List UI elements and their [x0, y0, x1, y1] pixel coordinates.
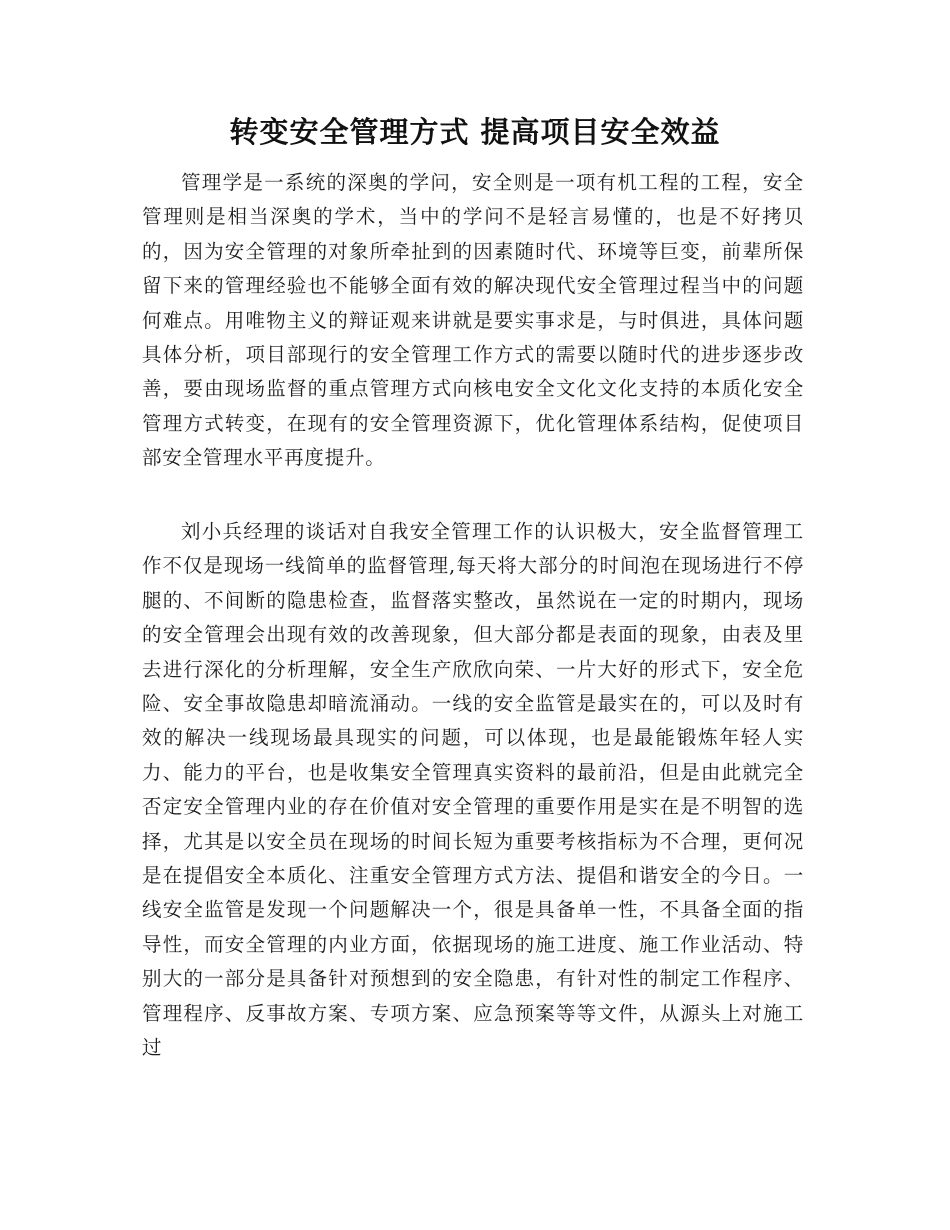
document-title: 转变安全管理方式 提高项目安全效益: [229, 115, 721, 149]
paragraph-2: 刘小兵经理的谈话对自我安全管理工作的认识极大，安全监督管理工作不仅是现场一线简单的监督管理,每天将大部分的时间泡在现场进行不停腿的、不间断的隐患检查，监督落实整改，虽然说在一定的时期内，现场的安全管理会出现有效的改善现象，但大部分都是表面的现象，由表及里去进行深化的分析理解，安全生产欣欣向荣、一片大好的形式下，安全危险、安全事故隐患却暗流涌动。一线的安全监管是最实在的，可以及时有效的解决一线现场最具现实的问题，可以体现，也是最能锻炼年轻人实力、能力的平台，也是收集安全管理真实资料的最前沿，但是由此就完全否定安全管理内业的存在价值对安全管理的重要作用是实在是不明智的选择，尤其是以安全员在现场的时间长短为重要考核指标为不合理，更何况是在提倡安全本质化、注重安全管理方式方法、提倡和谐安全的今日。一线安全监管是发现一个问题解决一个，很是具备单一性，不具备全面的指导性，而安全管理的内业方面，依据现场的施工进度、施工作业活动、特别大的一部分是具备针对预想到的安全隐患，有针对性的制定工作程序、管理程序、反事故方案、专项方案、应急预案等等文件，从源头上对施工过: [142, 520, 804, 1060]
paragraph-1: 管理学是一系统的深奥的学问，安全则是一项有机工程的工程，安全管理则是相当深奥的学术，当中的学问不是轻言易懂的，也是不好拷贝的，因为安全管理的对象所牵扯到的因素随时代、环境等巨变，前辈所保留下来的管理经验也不能够全面有效的解决现代安全管理过程当中的问题何难点。用唯物主义的辩证观来讲就是要实事求是，与时俱进，具体问题具体分析，项目部现行的安全管理工作方式的需要以随时代的进步逐步改善，要由现场监督的重点管理方式向核电安全文化文化支持的本质化安全管理方式转变，在现有的安全管理资源下，优化管理体系结构，促使项目部安全管理水平再度提升。: [142, 171, 804, 470]
